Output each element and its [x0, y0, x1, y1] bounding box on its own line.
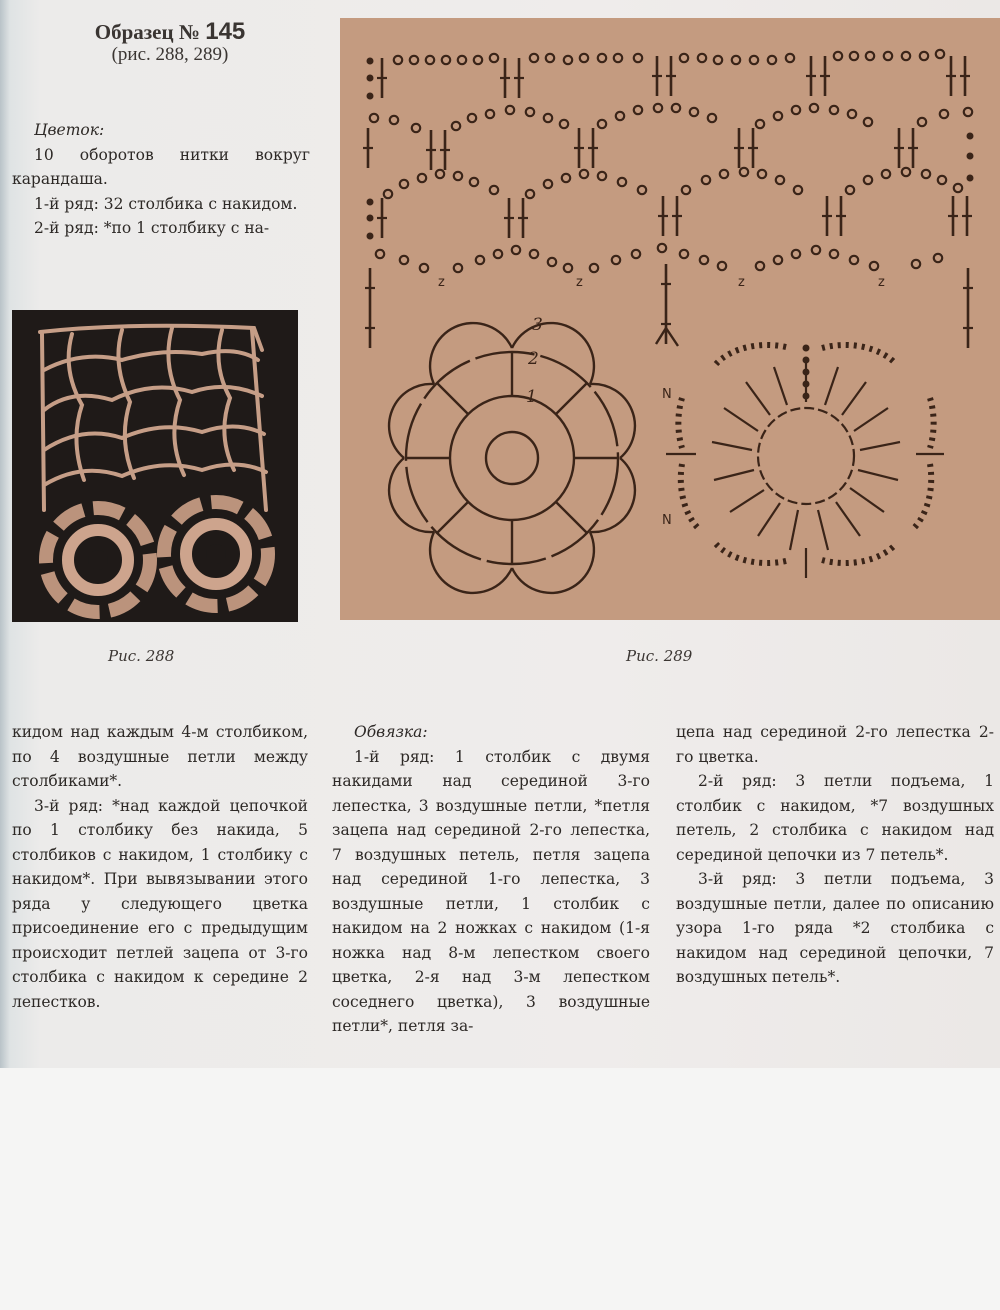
mesh-row-3 [363, 104, 974, 182]
flower-row-label-3: 3 [532, 315, 543, 335]
text-column-3 [676, 720, 994, 990]
paragraph: цепа над серединой 2-го лепестка 2-го цветка. [676, 723, 994, 766]
paragraph: 1-й ряд: 1 столбик с двумя накидами над серединой 3-го лепестка, 3 воздушные петли, *петля зацепа над серединой 2-го лепестка, 7 воздушных петель, петля зацепа над серединой 1-го лепестка, 3 воздушные петли, 1 столбик с накидом на 2 ножках с накидом (1-я ножка над 8-м лепестком своего цветка, 2-я над 3-м лепестком соседнего цветка), 3 воздушные петли*, петля за- [332, 747, 650, 1035]
flower-row-label-2: 2 [528, 349, 539, 369]
svg-text:z: z [738, 275, 745, 290]
flower-outline-diagram [389, 323, 635, 593]
flower-instructions [12, 118, 310, 241]
lace-photo-image [12, 310, 298, 622]
paragraph: 1-й ряд: 32 столбика с накидом. [34, 194, 298, 213]
crochet-chart [340, 18, 1000, 620]
pattern-number: 145 [205, 18, 246, 45]
section-heading-flower: Цветок: [34, 121, 105, 139]
paragraph: 3-й ряд: *над каждой цепочкой по 1 столбику без накида, 5 столбиков с накидом, 1 столбику с накидом*. При вывязывании этого ряда у следующего цветка присоединение его с предыдущим происходит петлей зацепа от 3-го столбика с накидом к середине 2 лепестков. [12, 796, 308, 1011]
mesh-arches [363, 104, 974, 348]
paragraph: 10 оборотов нитки вокруг карандаша. [12, 145, 310, 188]
svg-text:N: N [662, 387, 672, 402]
pattern-title: Образец № 145 [94, 18, 246, 45]
section-heading-edging: Обвязка: [354, 723, 428, 741]
flower-stitch-diagram [666, 345, 944, 578]
svg-text:z: z [576, 275, 583, 290]
diagram-caption: Рис. 289 [626, 647, 693, 665]
text-column-1 [12, 720, 308, 1014]
flower-row-label-1: 1 [526, 387, 537, 407]
lace-sample-photo [12, 310, 298, 622]
mesh-row-4 [367, 50, 971, 100]
paragraph: 2-й ряд: 3 петли подъема, 1 столбик с накидом, *7 воздушных петель, 2 столбика с накидом над серединой цепочки из 7 петель*. [676, 772, 994, 864]
svg-text:z: z [878, 275, 885, 290]
mesh-row-1 [365, 244, 973, 348]
svg-text:N: N [662, 513, 672, 528]
photo-caption: Рис. 288 [108, 647, 175, 665]
mesh-row-2 [367, 168, 973, 240]
pattern-header [60, 18, 280, 66]
paragraph: 3-й ряд: 3 петли подъема, 3 воздушные петли, далее по описанию узора 1-го ряда *2 столбика с накидом над серединой цепочки, 7 воздушных петель*. [676, 870, 994, 986]
crochet-chart-graphic [340, 18, 1000, 620]
paragraph: кидом над каждым 4-м столбиком, по 4 воздушные петли между столбиками*. [12, 723, 308, 790]
svg-text:z: z [438, 275, 445, 290]
paragraph: 2-й ряд: *по 1 столбику с на- [34, 219, 270, 237]
text-column-2 [332, 720, 650, 1039]
figure-reference: (рис. 288, 289) [111, 44, 229, 65]
